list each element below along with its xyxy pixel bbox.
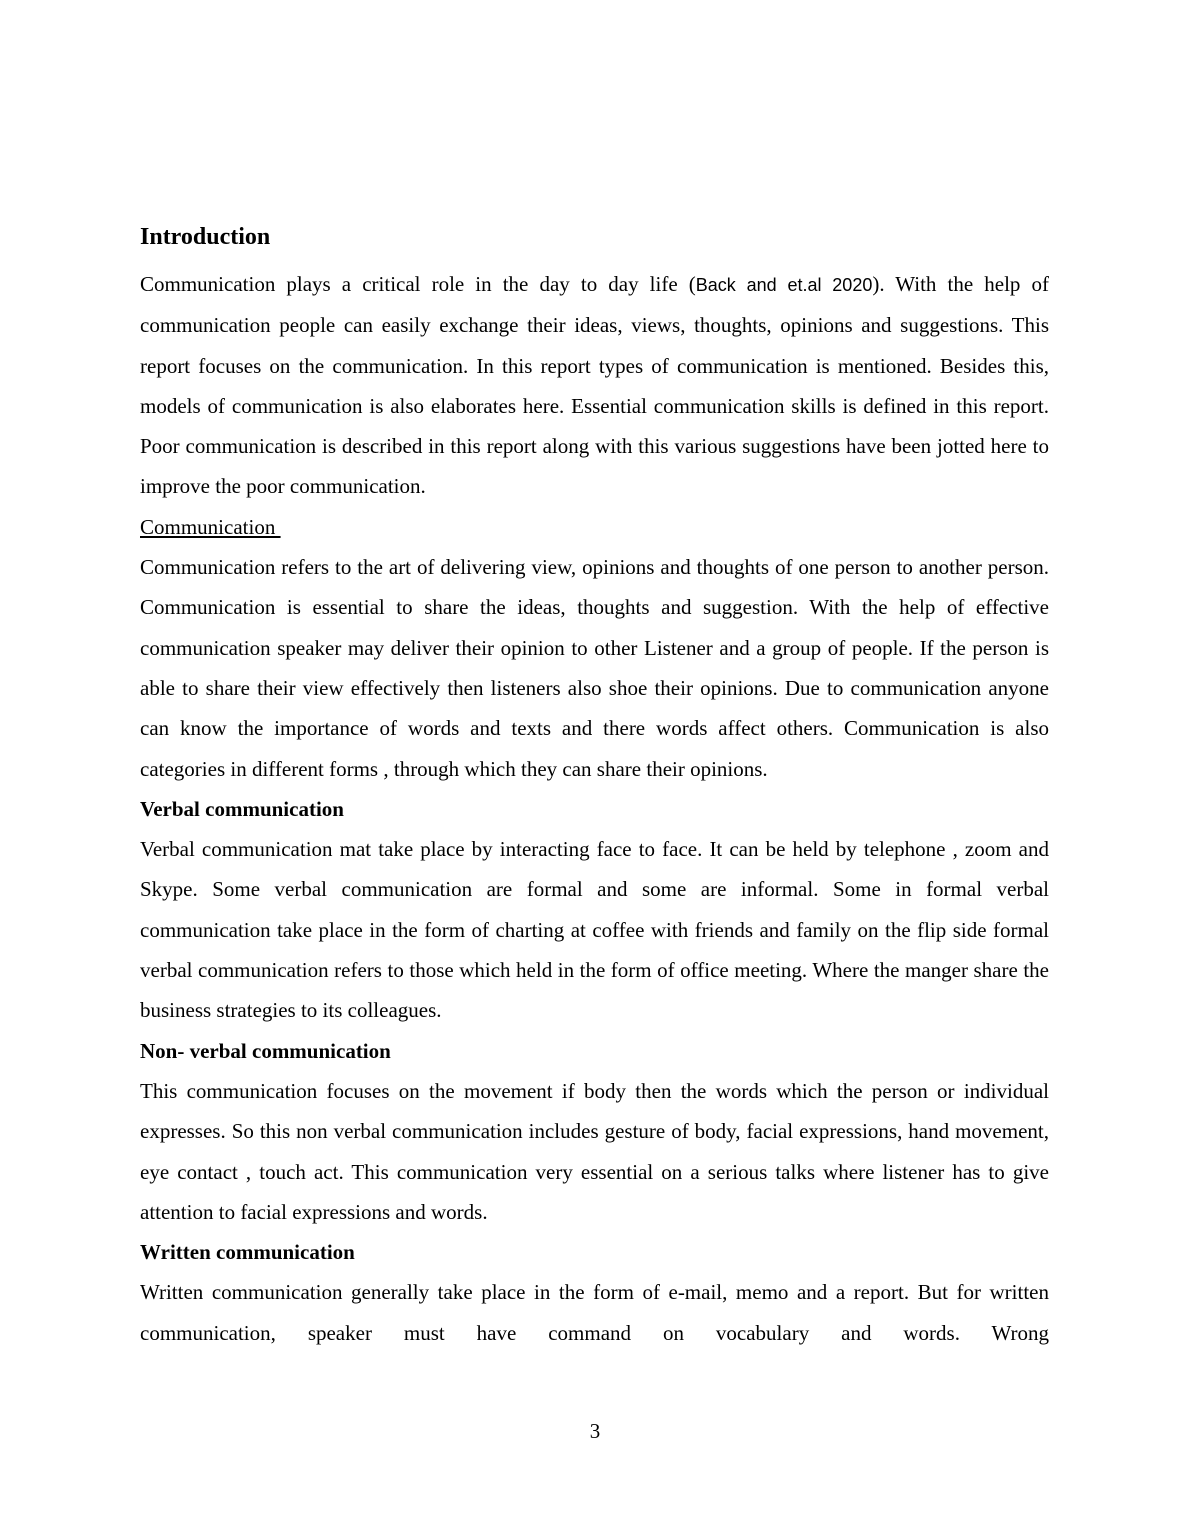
page-number: 3 [589, 1419, 601, 1443]
verbal-communication-paragraph: Verbal communication mat take place by interacting face to face. It can be held by telephone , zoom and Skype. Some verbal communication are formal and some are informal. Some in formal verbal communication take place in the form of charting at coffee with friends and family on the flip side formal verbal communication refers to those which held in the form of office meeting. Where the manger share the business strategies to its colleagues. [140, 837, 1049, 1023]
written-communication-paragraph: Written communication generally take place in the form of e-mail, memo and a report. But for written communication, speaker must have command on vocabulary and words. Wrong [140, 1280, 1049, 1345]
introduction-text-end: ). With the help of communication people can easily exchange their ideas, views, thoughts, opinions and suggestions. This report focuses on the communication. In this report types of communication is mentioned. Besides this, models of communication is also elaborates here. Essential communication skills is defined in this report. Poor communication is described in this report along with this various suggestions have been jotted here to improve the poor communication. [140, 272, 1049, 499]
introduction-heading: Introduction [140, 224, 271, 250]
introduction-paragraph [140, 264, 1049, 507]
page-content [140, 220, 1049, 1353]
verbal-communication-heading: Verbal communication [140, 796, 344, 821]
communication-paragraph: Communication refers to the art of delivering view, opinions and thoughts of one person to another person. Communication is essential to share the ideas, thoughts and suggestion. With the help of effective communication speaker may deliver their opinion to other Listener and a group of people. If the person is able to share their view effectively then listeners also shoe their opinions. Due to communication anyone can know the importance of words and texts and there words affect others. Communication is also categories in different forms , through which they can share their opinions. [140, 555, 1049, 781]
written-communication-heading: Written communication [140, 1240, 355, 1265]
nonverbal-communication-paragraph: This communication focuses on the movement if body then the words which the person or individual expresses. So this non verbal communication includes gesture of body, facial expressions, hand movement, eye contact , touch act. This communication very essential on a serious talks where listener has to give attention to facial expressions and words. [140, 1078, 1049, 1224]
introduction-text-start: Communication plays a critical role in the day to day life ( [140, 272, 696, 296]
citation: Back and et.al 2020 [695, 275, 873, 295]
nonverbal-communication-heading: Non- verbal communication [140, 1038, 391, 1063]
communication-subheading: Communication [140, 514, 281, 539]
